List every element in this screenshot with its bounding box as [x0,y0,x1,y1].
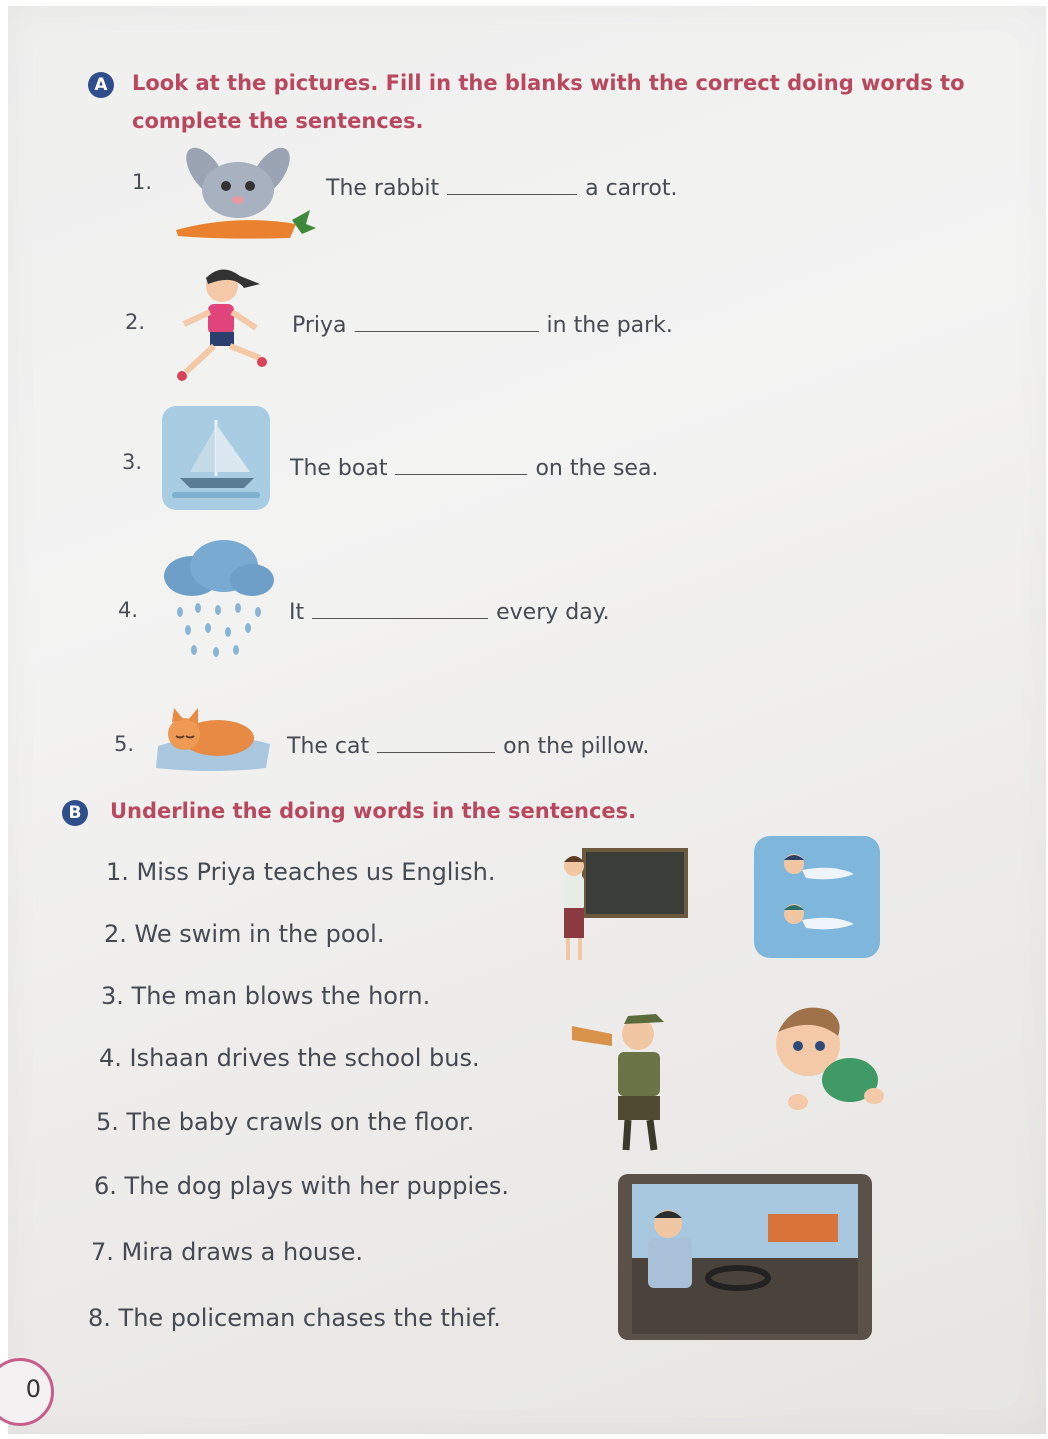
worksheet-page [8,6,1046,1434]
answer-blank[interactable] [355,311,539,332]
sentence-before: The rabbit [326,176,440,201]
list-item: 3. The man blows the horn. [101,982,431,1010]
sleeping-cat-icon [154,702,272,772]
crawling-baby-icon [764,996,888,1122]
list-item: 8. The policeman chases the thief. [88,1304,501,1332]
sentence-5 [287,732,649,759]
running-girl-icon [164,262,274,386]
answer-blank[interactable] [447,174,577,195]
sentence-1 [326,174,677,201]
section-b-badge: B [62,800,88,826]
teacher-blackboard-icon [554,846,688,966]
rain-cloud-icon [162,538,276,670]
list-item: 7. Mira draws a house. [91,1238,364,1266]
section-a-instruction-line1: Look at the pictures. Fill in the blanks with the correct doing words to [132,71,965,95]
sentence-after: on the pillow. [503,734,650,759]
horn-blower-icon [568,996,680,1160]
list-item: 1. Miss Priya teaches us English. [106,858,496,886]
answer-blank[interactable] [312,598,488,619]
section-a-badge: A [88,72,114,98]
sentence-before: The cat [287,734,370,759]
sentence-after: every day. [496,600,610,625]
list-item: 2. We swim in the pool. [104,920,385,948]
sentence-3 [290,454,658,481]
sailboat-icon [162,406,270,510]
sentence-before: Priya [292,313,347,338]
sentence-after: in the park. [546,313,673,338]
item-number: 1. [132,170,153,194]
sentence-before: The boat [290,456,388,481]
sentence-2 [292,311,673,338]
list-item: 4. Ishaan drives the school bus. [99,1044,480,1072]
list-item: 5. The baby crawls on the floor. [96,1108,475,1136]
answer-blank[interactable] [377,732,495,753]
answer-blank[interactable] [395,454,527,475]
list-item: 6. The dog plays with her puppies. [94,1172,510,1200]
sentence-4 [289,598,610,625]
item-number: 4. [118,598,139,622]
page-number-badge [0,1358,54,1426]
sentence-after: a carrot. [585,176,678,201]
bus-driver-icon [618,1174,872,1340]
rabbit-carrot-icon [166,142,316,246]
item-number: 3. [122,450,143,474]
item-number: 2. [125,310,146,334]
item-number: 5. [114,732,135,756]
section-a-instruction-line2: complete the sentences. [132,109,424,133]
sentence-before: It [289,600,305,625]
section-b-instruction: Underline the doing words in the sentences. [110,799,637,823]
sentence-after: on the sea. [535,456,659,481]
swimmers-icon [754,836,880,958]
page-number: 0 [25,1375,41,1403]
